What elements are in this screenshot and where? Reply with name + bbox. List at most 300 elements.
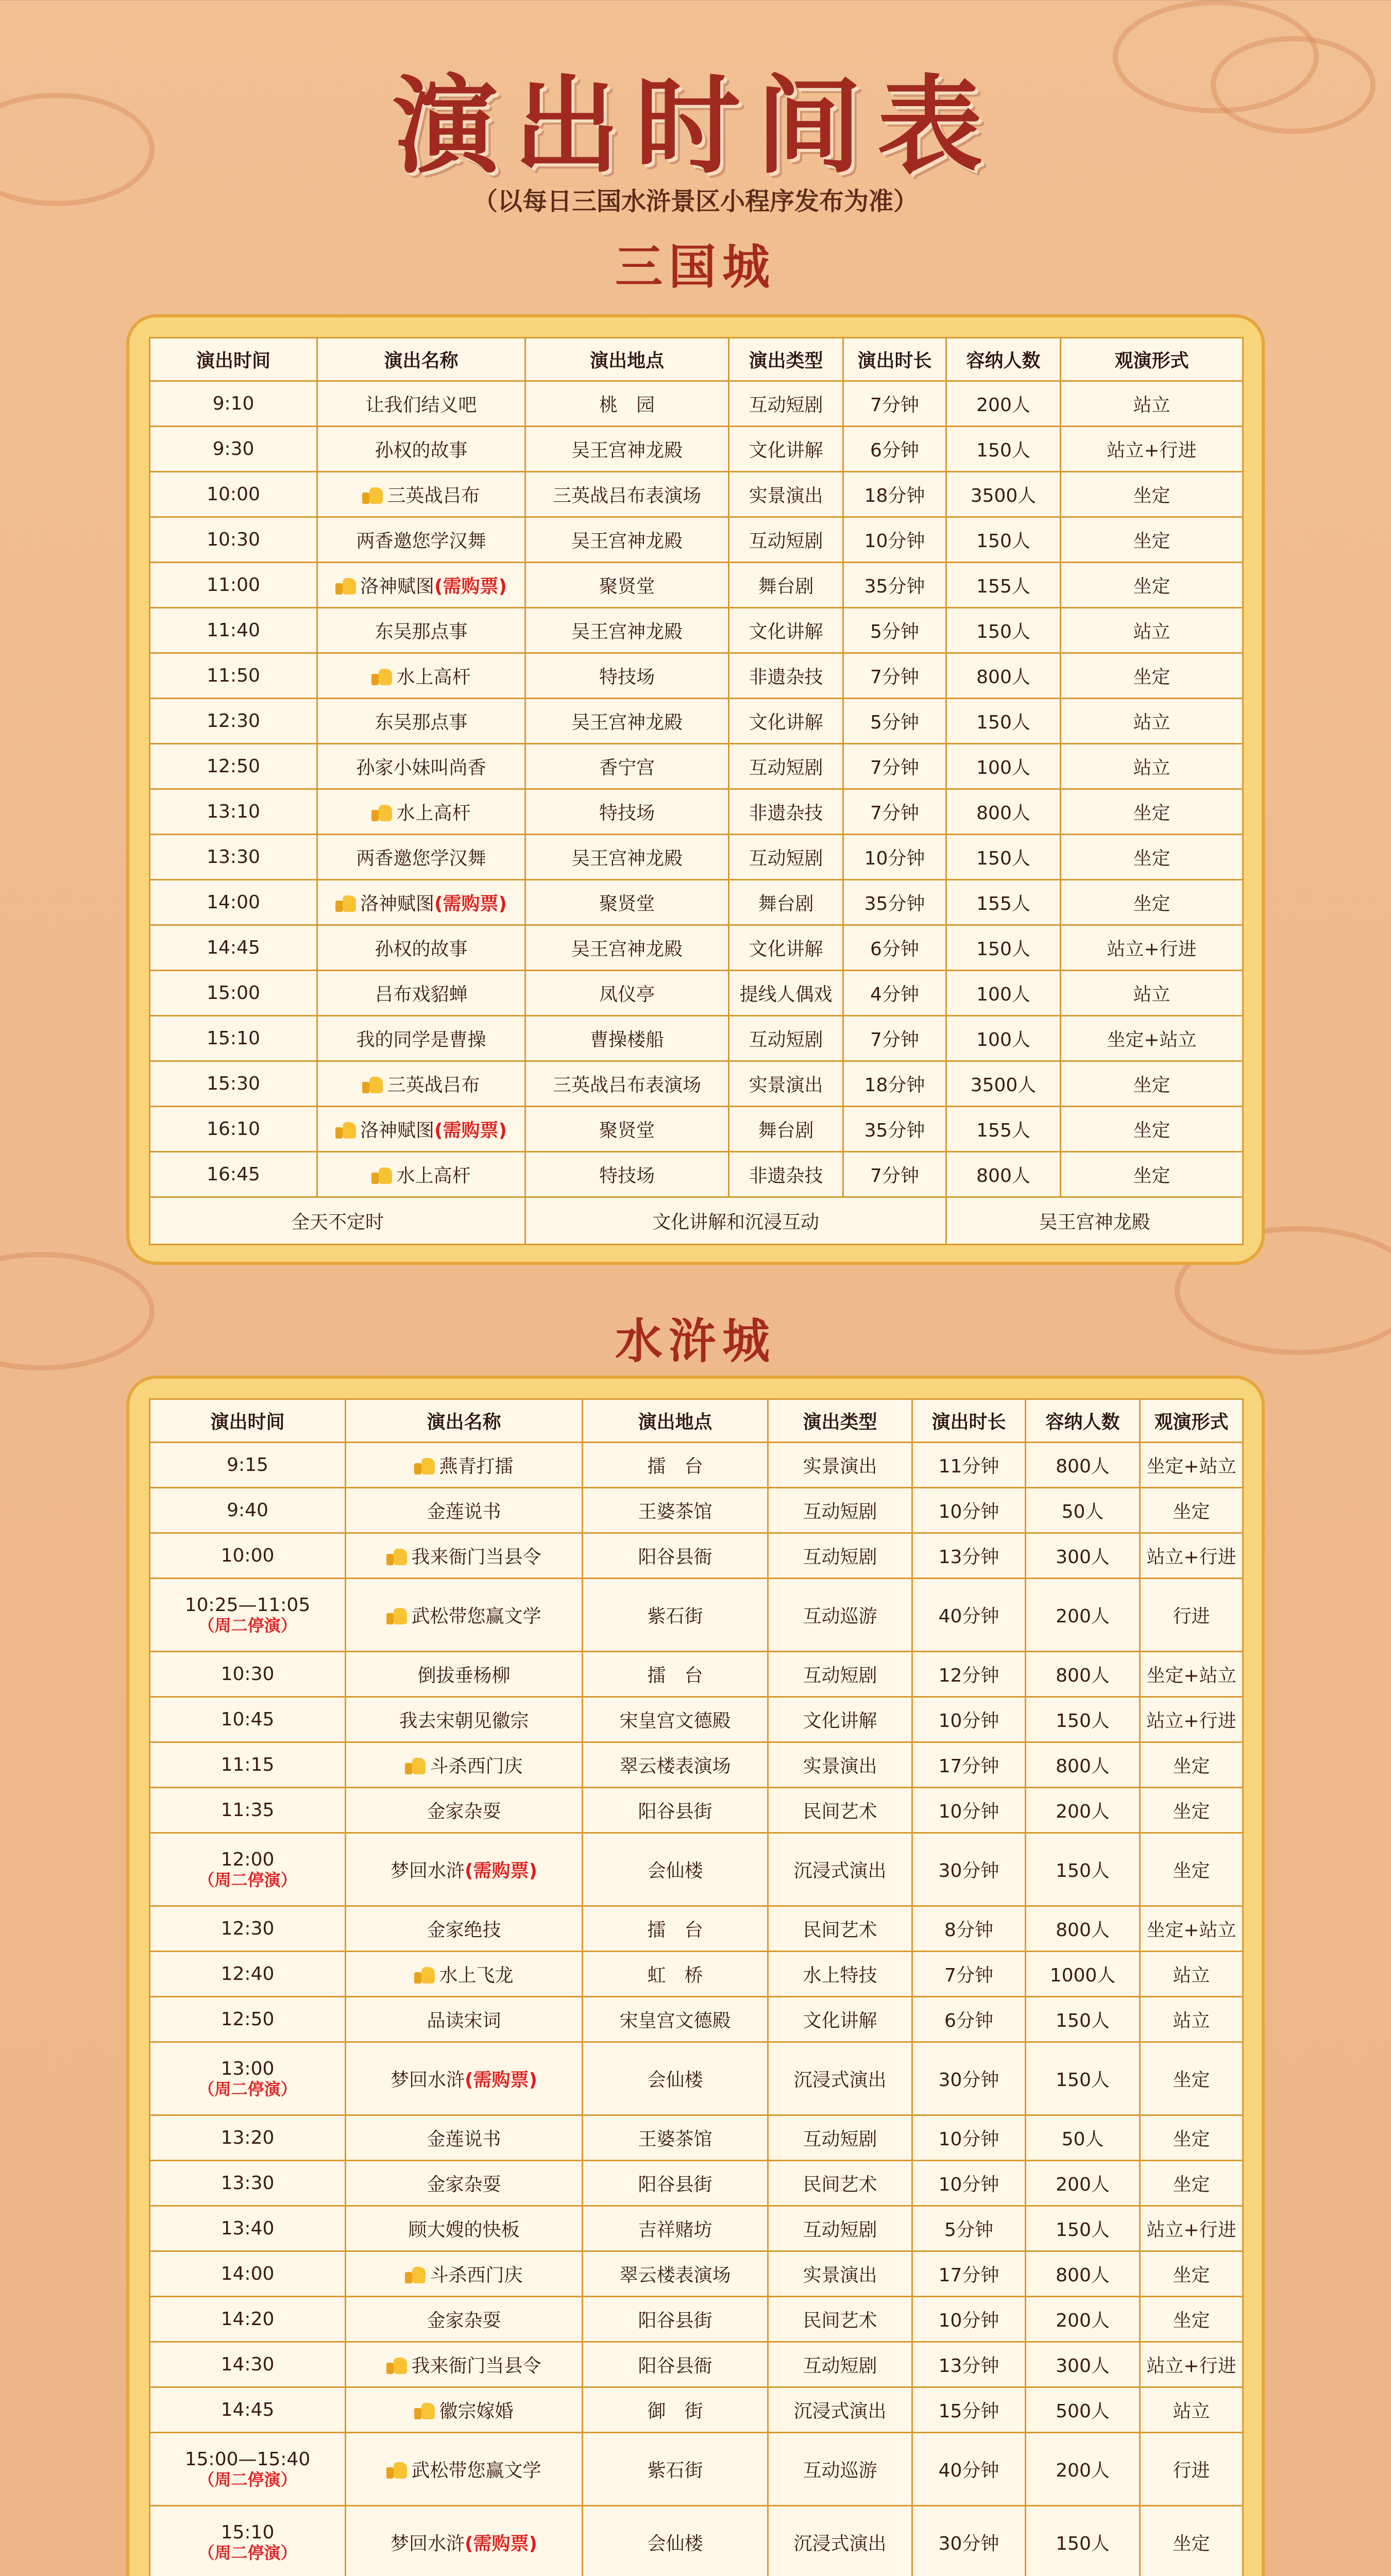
table-cell: 50人 xyxy=(1026,1488,1140,1533)
table-cell: 坐定 xyxy=(1140,2506,1243,2576)
table-cell: 30分钟 xyxy=(912,2506,1026,2576)
table-row xyxy=(150,744,1243,789)
table-cell: 155人 xyxy=(946,563,1061,608)
table-cell: 100人 xyxy=(946,1016,1061,1061)
table-cell: 7分钟 xyxy=(843,653,946,699)
thumbs-up-icon xyxy=(335,576,357,595)
sanguo-schedule-panel xyxy=(126,314,1265,1265)
table-cell: 站立 xyxy=(1140,1952,1243,1997)
show-name-cell xyxy=(346,1906,583,1952)
show-name: 金家绝技 xyxy=(427,1920,501,1941)
show-name: 梦回水浒 xyxy=(391,1860,465,1882)
show-name: 金家杂耍 xyxy=(427,2174,501,2195)
table-cell: 紫石街 xyxy=(583,1579,768,1652)
table-cell: 12分钟 xyxy=(912,1652,1026,1697)
show-time: 13:30 xyxy=(207,846,260,868)
table-cell: 8分钟 xyxy=(912,1906,1026,1952)
table-cell: 实景演出 xyxy=(729,472,843,517)
show-time: 15:30 xyxy=(207,1073,260,1094)
table-cell: 40分钟 xyxy=(912,2433,1026,2506)
suspension-note: （周二停演） xyxy=(198,1870,297,1890)
table-cell: 站立 xyxy=(1140,1997,1243,2042)
table-cell: 吴王宫神龙殿 xyxy=(525,925,729,971)
table-cell: 吴王宫神龙殿 xyxy=(525,699,729,744)
table-cell: 3500人 xyxy=(946,1061,1061,1107)
show-time-cell xyxy=(150,2506,346,2576)
show-name: 斗杀西门庆 xyxy=(430,2265,523,2286)
table-cell: 站立 xyxy=(1140,2387,1243,2433)
show-time: 15:10 xyxy=(220,2522,275,2544)
table-cell: 擂 台 xyxy=(583,1443,768,1488)
show-time: 12:50 xyxy=(207,755,260,777)
table-cell: 全天不定时 xyxy=(150,1197,525,1245)
show-time-cell xyxy=(150,1788,346,1833)
table-cell: 150人 xyxy=(946,517,1061,563)
table-cell: 翠云楼表演场 xyxy=(583,1742,768,1788)
show-time: 10:45 xyxy=(220,1708,275,1730)
table-cell: 10分钟 xyxy=(843,835,946,880)
table-cell: 特技场 xyxy=(525,789,729,835)
show-name-cell xyxy=(317,472,525,517)
table-cell: 坐定 xyxy=(1061,472,1243,517)
table-cell: 100人 xyxy=(946,744,1061,789)
table-row xyxy=(150,1488,1243,1533)
column-header: 演出时间 xyxy=(150,1399,346,1443)
show-name-cell xyxy=(317,653,525,699)
table-cell: 站立 xyxy=(1061,971,1243,1016)
table-row xyxy=(150,1697,1243,1742)
thumbs-up-icon xyxy=(371,667,393,685)
table-cell: 200人 xyxy=(1026,1788,1140,1833)
thumbs-up-icon xyxy=(335,893,357,912)
table-cell: 阳谷县街 xyxy=(583,2297,768,2342)
show-name-cell xyxy=(346,2161,583,2206)
table-cell: 35分钟 xyxy=(843,563,946,608)
table-cell: 吉祥赌坊 xyxy=(583,2206,768,2251)
show-time-cell xyxy=(150,2251,346,2297)
ticket-required-tag: (需购票) xyxy=(434,576,507,597)
table-row xyxy=(150,1788,1243,1833)
table-cell: 非遗杂技 xyxy=(729,789,843,835)
table-row xyxy=(150,1952,1243,1997)
show-name-cell xyxy=(346,1742,583,1788)
table-cell: 7分钟 xyxy=(843,381,946,427)
table-row xyxy=(150,1579,1243,1652)
table-cell: 阳谷县衙 xyxy=(583,1533,768,1579)
table-row xyxy=(150,1061,1243,1107)
table-row xyxy=(150,563,1243,608)
show-time-cell xyxy=(150,2206,346,2251)
table-cell: 互动短剧 xyxy=(729,835,843,880)
table-cell: 实景演出 xyxy=(768,1443,912,1488)
column-header: 容纳人数 xyxy=(946,338,1061,381)
table-cell: 站立+行进 xyxy=(1061,925,1243,971)
show-name-cell xyxy=(346,2251,583,2297)
table-cell: 互动短剧 xyxy=(768,1533,912,1579)
table-cell: 王婆茶馆 xyxy=(583,2115,768,2161)
show-name: 徽宗嫁婚 xyxy=(439,2401,514,2422)
thumbs-up-icon xyxy=(335,1120,357,1139)
table-cell: 18分钟 xyxy=(843,472,946,517)
show-time: 12:50 xyxy=(220,2008,275,2030)
table-cell: 坐定 xyxy=(1061,563,1243,608)
show-name-cell xyxy=(346,1997,583,2042)
table-cell: 凤仪亭 xyxy=(525,971,729,1016)
show-name: 水上飞龙 xyxy=(439,1965,514,1986)
show-time: 10:00 xyxy=(220,1545,275,1566)
column-header: 演出类型 xyxy=(768,1399,912,1443)
table-cell: 会仙楼 xyxy=(583,2506,768,2576)
table-header-row xyxy=(150,338,1243,381)
table-cell: 坐定 xyxy=(1140,1488,1243,1533)
table-cell: 吴王宫神龙殿 xyxy=(525,835,729,880)
show-name-cell xyxy=(346,2206,583,2251)
table-cell: 150人 xyxy=(1026,2206,1140,2251)
show-name: 燕青打擂 xyxy=(439,1456,514,1477)
table-cell: 坐定 xyxy=(1061,1152,1243,1197)
table-row xyxy=(150,472,1243,517)
show-name: 我的同学是曹操 xyxy=(356,1029,486,1050)
show-name: 让我们结义吧 xyxy=(365,395,477,416)
table-cell: 7分钟 xyxy=(843,744,946,789)
show-name-cell xyxy=(317,1152,525,1197)
table-row xyxy=(150,925,1243,971)
table-cell: 特技场 xyxy=(525,1152,729,1197)
table-cell: 200人 xyxy=(1026,1579,1140,1652)
table-cell: 155人 xyxy=(946,880,1061,925)
table-row xyxy=(150,381,1243,427)
table-cell: 站立+行进 xyxy=(1140,1533,1243,1579)
show-time-cell xyxy=(150,789,317,835)
table-cell: 10分钟 xyxy=(912,2161,1026,2206)
table-cell: 150人 xyxy=(1026,1833,1140,1906)
table-row xyxy=(150,2433,1243,2506)
table-cell: 300人 xyxy=(1026,2342,1140,2387)
show-time-cell xyxy=(150,2115,346,2161)
show-time: 15:00 xyxy=(207,982,260,1004)
table-cell: 6分钟 xyxy=(912,1997,1026,2042)
show-name-cell xyxy=(317,608,525,653)
suspension-note: （周二停演） xyxy=(198,2543,297,2563)
thumbs-up-icon xyxy=(414,1456,436,1475)
table-cell: 非遗杂技 xyxy=(729,1152,843,1197)
table-cell: 文化讲解 xyxy=(729,699,843,744)
page-subtitle: （以每日三国水浒景区小程序发布为准） xyxy=(472,187,918,216)
table-row xyxy=(150,699,1243,744)
show-time: 9:40 xyxy=(227,1499,268,1521)
table-cell: 实景演出 xyxy=(729,1061,843,1107)
show-name: 水上高杆 xyxy=(396,667,471,688)
table-cell: 800人 xyxy=(1026,1652,1140,1697)
table-cell: 坐定 xyxy=(1061,789,1243,835)
show-name-cell xyxy=(317,1061,525,1107)
show-name-cell xyxy=(317,789,525,835)
show-time: 13:10 xyxy=(207,801,260,822)
show-time: 16:10 xyxy=(207,1118,260,1140)
show-time: 11:50 xyxy=(207,665,260,686)
show-name-cell xyxy=(346,2042,583,2115)
table-cell: 15分钟 xyxy=(912,2387,1026,2433)
table-cell: 150人 xyxy=(946,699,1061,744)
table-cell: 500人 xyxy=(1026,2387,1140,2433)
table-cell: 1000人 xyxy=(1026,1952,1140,1997)
show-time: 10:30 xyxy=(220,1663,275,1685)
table-cell: 40分钟 xyxy=(912,1579,1026,1652)
show-time: 14:00 xyxy=(207,891,260,913)
show-time-cell xyxy=(150,880,317,925)
show-name-cell xyxy=(317,699,525,744)
table-cell: 聚贤堂 xyxy=(525,880,729,925)
table-cell: 文化讲解 xyxy=(768,1697,912,1742)
table-cell: 坐定+站立 xyxy=(1140,1906,1243,1952)
table-cell: 沉浸式演出 xyxy=(768,2042,912,2115)
show-name: 三英战吕布 xyxy=(387,1075,480,1096)
table-cell: 站立 xyxy=(1061,699,1243,744)
table-cell: 文化讲解 xyxy=(729,608,843,653)
table-cell: 6分钟 xyxy=(843,427,946,472)
show-name: 吕布戏貂蝉 xyxy=(375,984,468,1005)
thumbs-up-icon xyxy=(405,2265,427,2283)
table-cell: 会仙楼 xyxy=(583,1833,768,1906)
table-cell: 坐定 xyxy=(1140,1788,1243,1833)
show-name-cell xyxy=(346,1952,583,1997)
show-time-cell xyxy=(150,1443,346,1488)
ticket-required-tag: (需购票) xyxy=(434,893,507,914)
show-name: 水上高杆 xyxy=(396,803,471,824)
show-time-cell xyxy=(150,2342,346,2387)
table-row xyxy=(150,1742,1243,1788)
show-name-cell xyxy=(346,1788,583,1833)
table-cell: 互动短剧 xyxy=(768,2206,912,2251)
show-name: 洛神赋图 xyxy=(360,1120,435,1141)
table-cell: 行进 xyxy=(1140,2433,1243,2506)
show-name-cell xyxy=(317,880,525,925)
table-cell: 阳谷县衙 xyxy=(583,2342,768,2387)
show-time-cell xyxy=(150,381,317,427)
table-cell: 13分钟 xyxy=(912,1533,1026,1579)
column-header: 观演形式 xyxy=(1140,1399,1243,1443)
table-cell: 文化讲解和沉浸互动 xyxy=(525,1197,946,1245)
table-cell: 坐定 xyxy=(1140,2251,1243,2297)
column-header: 演出地点 xyxy=(525,338,729,381)
show-time-cell xyxy=(150,1533,346,1579)
show-time-cell xyxy=(150,699,317,744)
show-name: 孙权的故事 xyxy=(375,939,468,960)
show-time-cell xyxy=(150,2297,346,2342)
show-time: 14:20 xyxy=(220,2308,275,2330)
table-cell: 155人 xyxy=(946,1107,1061,1152)
show-time-cell xyxy=(150,1107,317,1152)
table-row xyxy=(150,971,1243,1016)
show-time-cell xyxy=(150,472,317,517)
sanguo-schedule-table xyxy=(149,337,1244,1245)
show-name-cell xyxy=(317,517,525,563)
show-time: 12:00 xyxy=(220,1849,275,1871)
table-cell: 互动短剧 xyxy=(729,381,843,427)
table-row xyxy=(150,2297,1243,2342)
show-name: 金家杂耍 xyxy=(427,2310,501,2331)
table-cell: 13分钟 xyxy=(912,2342,1026,2387)
table-cell: 10分钟 xyxy=(912,1788,1026,1833)
show-name: 武松带您赢文学 xyxy=(411,1606,541,1627)
show-time: 11:00 xyxy=(207,574,260,596)
show-time: 13:30 xyxy=(220,2172,275,2194)
table-row xyxy=(150,653,1243,699)
table-cell: 聚贤堂 xyxy=(525,1107,729,1152)
show-time-cell xyxy=(150,563,317,608)
table-cell: 17分钟 xyxy=(912,1742,1026,1788)
table-row xyxy=(150,2042,1243,2115)
show-time: 10:25—11:05 xyxy=(184,1595,311,1616)
table-cell: 坐定+站立 xyxy=(1140,1652,1243,1697)
table-cell: 互动短剧 xyxy=(768,2115,912,2161)
ticket-required-tag: (需购票) xyxy=(465,2533,537,2554)
show-time-cell xyxy=(150,2042,346,2115)
column-header: 演出名称 xyxy=(346,1399,583,1443)
table-cell: 300人 xyxy=(1026,1533,1140,1579)
shuihu-schedule-table xyxy=(149,1398,1244,2576)
thumbs-up-icon xyxy=(414,1965,436,1984)
show-time: 10:00 xyxy=(207,483,260,505)
show-name: 我来衙门当县令 xyxy=(411,1547,541,1568)
table-cell: 坐定 xyxy=(1061,835,1243,880)
table-cell: 150人 xyxy=(1026,1697,1140,1742)
show-name: 斗杀西门庆 xyxy=(430,1756,523,1777)
table-cell: 10分钟 xyxy=(912,2115,1026,2161)
table-row xyxy=(150,1906,1243,1952)
show-name-cell xyxy=(317,381,525,427)
suspension-note: （周二停演） xyxy=(198,2469,297,2489)
table-row xyxy=(150,2342,1243,2387)
table-cell: 150人 xyxy=(946,925,1061,971)
show-name: 东吴那点事 xyxy=(375,621,468,642)
table-cell: 35分钟 xyxy=(843,1107,946,1152)
table-cell: 800人 xyxy=(946,653,1061,699)
table-cell: 站立+行进 xyxy=(1140,2342,1243,2387)
show-time: 14:30 xyxy=(220,2353,275,2375)
table-cell: 800人 xyxy=(1026,2251,1140,2297)
table-cell: 7分钟 xyxy=(843,789,946,835)
show-time: 13:00 xyxy=(220,2058,275,2080)
table-cell: 吴王宫神龙殿 xyxy=(525,608,729,653)
table-cell: 紫石街 xyxy=(583,2433,768,2506)
table-cell: 800人 xyxy=(946,1152,1061,1197)
table-cell: 站立+行进 xyxy=(1061,427,1243,472)
show-time-cell xyxy=(150,1697,346,1742)
table-cell: 舞台剧 xyxy=(729,1107,843,1152)
show-time-cell xyxy=(150,1833,346,1906)
thumbs-up-icon xyxy=(371,1165,393,1184)
column-header: 演出时长 xyxy=(912,1399,1026,1443)
table-cell: 实景演出 xyxy=(768,2251,912,2297)
show-name: 倒拔垂杨柳 xyxy=(417,1665,511,1686)
show-name-cell xyxy=(317,427,525,472)
show-time-cell xyxy=(150,1906,346,1952)
table-cell: 曹操楼船 xyxy=(525,1016,729,1061)
show-name-cell xyxy=(346,2506,583,2576)
show-time: 14:00 xyxy=(220,2263,275,2284)
show-time-cell xyxy=(150,1742,346,1788)
show-name: 孙家小妹叫尚香 xyxy=(356,757,486,778)
show-name: 金家杂耍 xyxy=(427,1801,501,1822)
table-cell: 水上特技 xyxy=(768,1952,912,1997)
table-cell: 互动短剧 xyxy=(768,2342,912,2387)
table-cell: 800人 xyxy=(1026,1906,1140,1952)
table-cell: 10分钟 xyxy=(912,1697,1026,1742)
table-cell: 香宁宫 xyxy=(525,744,729,789)
table-cell: 7分钟 xyxy=(843,1152,946,1197)
table-cell: 阳谷县街 xyxy=(583,2161,768,2206)
table-cell: 吴王宫神龙殿 xyxy=(525,427,729,472)
table-cell: 民间艺术 xyxy=(768,2161,912,2206)
show-name-cell xyxy=(346,2342,583,2387)
table-cell: 坐定 xyxy=(1140,2042,1243,2115)
table-row xyxy=(150,2506,1243,2576)
show-time-cell xyxy=(150,1016,317,1061)
show-name-cell xyxy=(317,971,525,1016)
table-cell: 坐定 xyxy=(1140,1833,1243,1906)
table-cell: 虹 桥 xyxy=(583,1952,768,1997)
table-cell: 10分钟 xyxy=(843,517,946,563)
show-name: 金莲说书 xyxy=(427,2129,501,2150)
table-row xyxy=(150,1152,1243,1197)
table-cell: 民间艺术 xyxy=(768,1788,912,1833)
show-name-cell xyxy=(346,1697,583,1742)
table-cell: 35分钟 xyxy=(843,880,946,925)
table-cell: 5分钟 xyxy=(843,608,946,653)
table-cell: 沉浸式演出 xyxy=(768,1833,912,1906)
table-cell: 御 街 xyxy=(583,2387,768,2433)
show-name: 梦回水浒 xyxy=(391,2070,465,2091)
show-name: 孙权的故事 xyxy=(375,440,468,461)
thumbs-up-icon xyxy=(371,803,393,821)
show-name: 洛神赋图 xyxy=(360,893,435,914)
table-cell: 坐定 xyxy=(1140,1742,1243,1788)
table-row xyxy=(150,2161,1243,2206)
show-time-cell xyxy=(150,1952,346,1997)
table-cell: 50人 xyxy=(1026,2115,1140,2161)
table-cell: 站立+行进 xyxy=(1140,1697,1243,1742)
show-name: 我去宋朝见徽宗 xyxy=(399,1710,529,1732)
show-name-cell xyxy=(346,1488,583,1533)
ticket-required-tag: (需购票) xyxy=(465,1860,537,1882)
show-name: 武松带您赢文学 xyxy=(411,2460,541,2481)
table-row xyxy=(150,1016,1243,1061)
show-time: 13:40 xyxy=(220,2217,275,2239)
show-time: 9:10 xyxy=(212,393,255,414)
show-name-cell xyxy=(346,1579,583,1652)
show-time: 9:30 xyxy=(212,438,255,460)
table-cell: 10分钟 xyxy=(912,1488,1026,1533)
table-row xyxy=(150,517,1243,563)
sanguo-section-title: 三国城 xyxy=(615,239,776,295)
table-cell: 行进 xyxy=(1140,1579,1243,1652)
table-cell: 800人 xyxy=(1026,1443,1140,1488)
table-cell: 桃 园 xyxy=(525,381,729,427)
show-name: 我来衙门当县令 xyxy=(411,2355,541,2377)
show-time-cell xyxy=(150,2387,346,2433)
thumbs-up-icon xyxy=(405,1756,427,1774)
table-cell: 互动巡游 xyxy=(768,2433,912,2506)
show-name-cell xyxy=(346,2433,583,2506)
table-cell: 站立+行进 xyxy=(1140,2206,1243,2251)
table-cell: 10分钟 xyxy=(912,2297,1026,2342)
table-cell: 150人 xyxy=(946,608,1061,653)
show-name-cell xyxy=(317,563,525,608)
suspension-note: （周二停演） xyxy=(198,1615,297,1635)
thumbs-up-icon xyxy=(386,2460,408,2479)
thumbs-up-icon xyxy=(386,1547,408,1565)
